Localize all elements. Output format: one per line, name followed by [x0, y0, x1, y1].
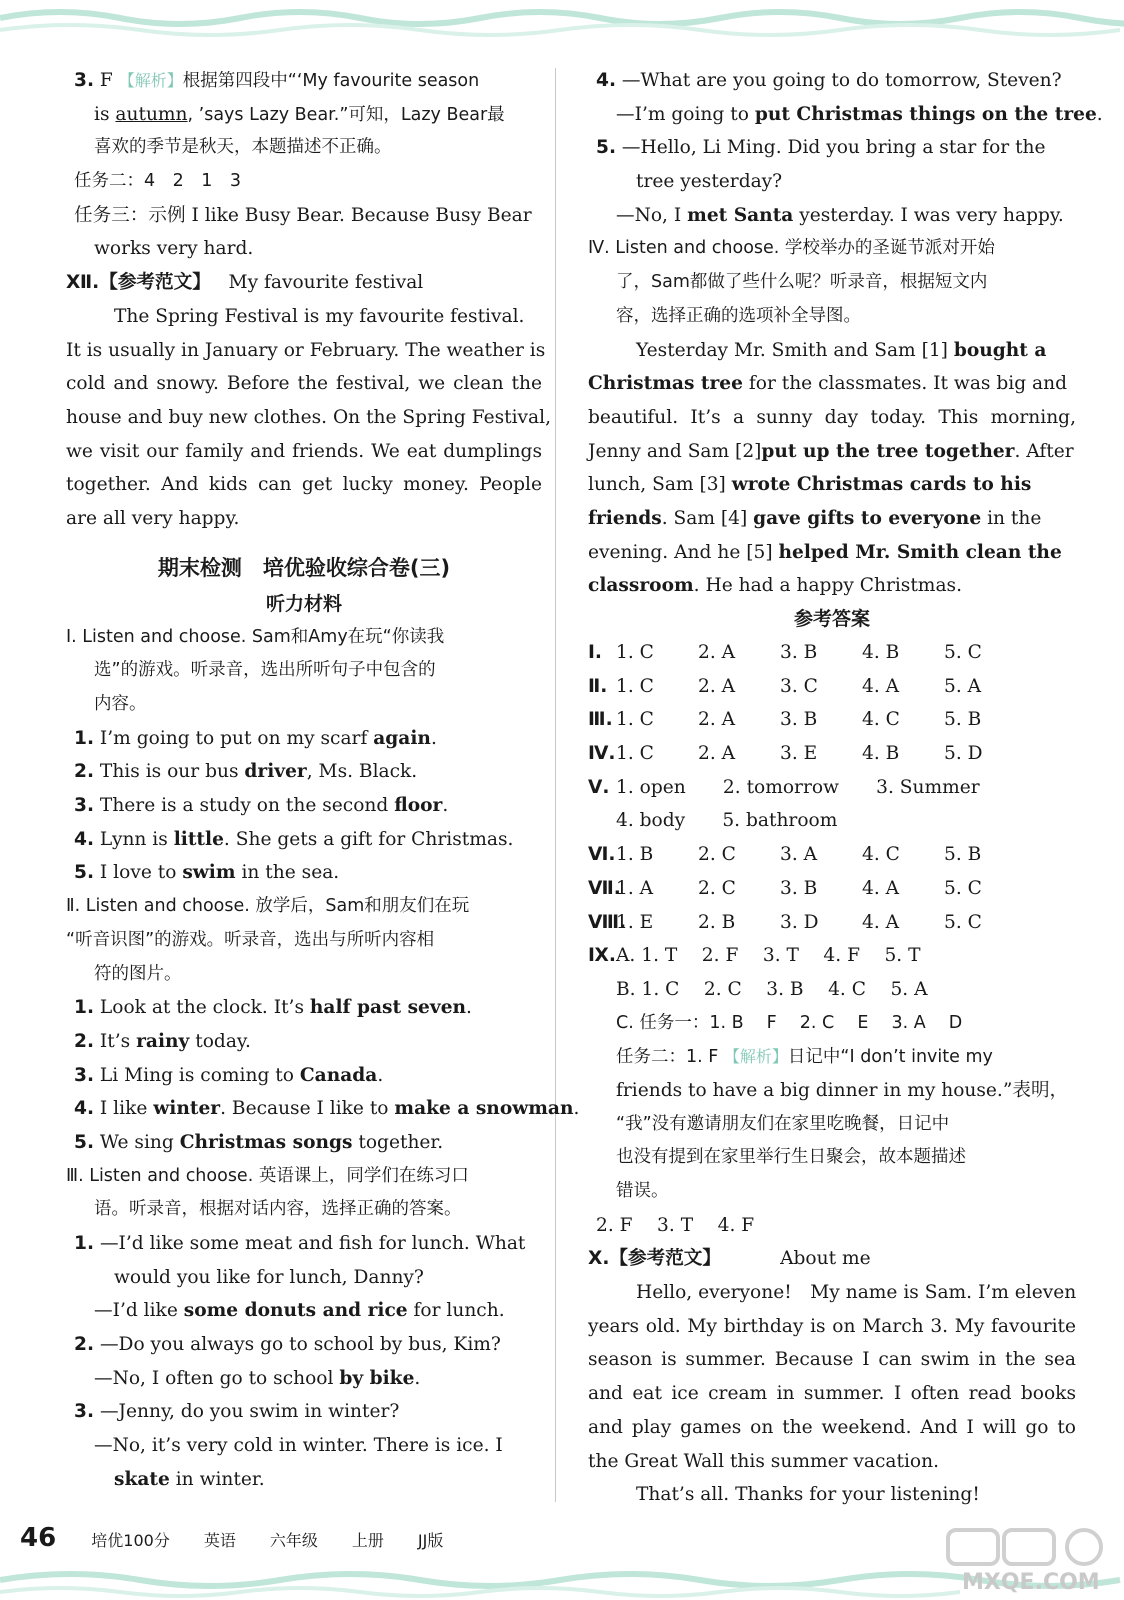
story-line: lunch, Sam [3] wrote Christmas cards to his [588, 474, 1032, 496]
answer-line: works very hard. [94, 238, 254, 260]
question-heading: Ⅰ. Listen and choose. Sam和Amy在玩“你读我 [66, 626, 445, 647]
answer-row: Ⅲ. 1. C 2. A 3. B 4. C 5. B [588, 709, 982, 731]
dialogue-line: —No, I often go to school by bike. [94, 1367, 421, 1389]
story-line: evening. And he [5] helped Mr. Smith clean the [588, 541, 1062, 563]
analysis-tag: 【解析】 [118, 71, 183, 90]
answer-line: is autumn, ’says Lazy Bear.”可知，Lazy Bear最 [94, 103, 505, 125]
analysis-tag: 【解析】 [723, 1047, 788, 1067]
list-item: 4. I like winter. Because I like to make a snowman. [74, 1098, 580, 1120]
story-line: classroom. He had a happy Christmas. [588, 575, 962, 597]
answer-line: 任务二：4 2 1 3 [74, 171, 242, 192]
question-heading: 内容。 [94, 694, 147, 714]
dialogue-line: would you like for lunch, Danny? [114, 1266, 424, 1288]
answer-row: 任务二：1. F 【解析】日记中“I don’t invite my [616, 1047, 993, 1068]
answer-line: 喜欢的季节是秋天，本题描述不正确。 [94, 137, 392, 158]
list-item: 2. It’s rainy today. [74, 1030, 251, 1052]
top-decoration [0, 0, 1124, 40]
answer-row: “我”没有邀请朋友们在家里吃晚餐，日记中 [616, 1113, 950, 1134]
answer-row: Ⅵ.1. B 2. C 3. A 4. C 5. B [588, 844, 982, 866]
answer-row: Ⅱ. 1. C 2. A 3. C 4. A 5. A [588, 675, 982, 697]
question-heading: “听音识图”的游戏。听录音，选出与所听内容相 [66, 929, 435, 950]
answer-row: friends to have a big dinner in my house.”表明， [616, 1079, 1069, 1101]
list-item: 5. We sing Christmas songs together. [74, 1131, 444, 1153]
answer-row: Ⅶ.1. A 2. C 3. B 4. A 5. C [588, 877, 982, 899]
dialogue-line: 5. —Hello, Li Ming. Did you bring a star for the [596, 137, 1046, 159]
dialogue-line: —I’d like some donuts and rice for lunch. [94, 1300, 505, 1322]
answers-title: 参考答案 [793, 608, 870, 630]
dialogue-line: tree yesterday? [636, 171, 783, 193]
essay-line: years old. My birthday is on March 3. My favourite [588, 1315, 1076, 1337]
question-heading: 了，Sam都做了些什么呢？听录音，根据短文内 [616, 272, 988, 293]
question-heading: 语。听录音，根据对话内容，选择正确的答案。 [94, 1199, 462, 1220]
answer-row: 2. F 3. T 4. F [596, 1214, 755, 1236]
question-heading: 符的图片。 [94, 963, 182, 984]
answer-row: Ⅴ. 1. open 2. tomorrow 3. Summer [588, 776, 980, 798]
list-item: 1. Look at the clock. It’s half past seven. [74, 997, 472, 1019]
dialogue-line: 1. —I’d like some meat and fish for lunch. What [74, 1233, 526, 1254]
story-line: beautiful. It’s a sunny day today. This morning, [588, 406, 1076, 428]
dialogue-line: 3. —Jenny, do you swim in winter? [74, 1401, 400, 1423]
section-title: 期末检测 培优验收综合卷(三) [157, 555, 451, 580]
story-line: friends. Sam [4] gave gifts to everyone in the [588, 507, 1042, 529]
answer-row: 4. body 5. bathroom [616, 810, 838, 832]
essay-line: together. And kids can get lucky money. People [66, 474, 542, 496]
list-item: 4. Lynn is little. She gets a gift for Christmas. [74, 828, 514, 850]
story-line: Jenny and Sam [2]put up the tree together. After [588, 440, 1074, 462]
essay-line: house and buy new clothes. On the Spring Festival, [66, 406, 551, 428]
essay-line: and play games on the weekend. And I will go to [588, 1416, 1076, 1438]
page-number: 46 [20, 1523, 57, 1553]
story-line: Christmas tree for the classmates. It was big and [588, 373, 1067, 395]
right-column [588, 64, 1103, 1512]
essay-line: It is usually in January or February. The weather is [66, 339, 546, 361]
left-column [66, 64, 580, 1497]
dialogue-line: 4. —What are you going to do tomorrow, Steven? [596, 70, 1062, 91]
watermark-text: MXQE.COM [962, 1570, 1100, 1595]
section-subtitle: 听力材料 [265, 592, 342, 615]
essay-line: season is summer. Because I can swim in the sea [588, 1349, 1076, 1371]
answer-row: C. 任务一：1. B F 2. C E 3. A D [616, 1012, 963, 1033]
model-essay-heading: Ⅻ.【参考范文】 My favourite festival [66, 272, 424, 294]
list-item: 2. This is our bus driver, Ms. Black. [74, 761, 418, 783]
model-essay-heading: Ⅹ.【参考范文】 About me [588, 1248, 871, 1270]
essay-line: cold and snowy. Before the festival, we clean the [66, 373, 542, 395]
list-item: 3. Li Ming is coming to Canada. [74, 1064, 384, 1086]
question-heading: Ⅲ. Listen and choose. 英语课上，同学们在练习口 [66, 1165, 469, 1186]
dialogue-line: —No, I met Santa yesterday. I was very happy. [616, 204, 1064, 226]
question-heading: 选”的游戏。听录音，选出所听句子中包含的 [94, 660, 436, 681]
answer-line: 任务三：示例 I like Busy Bear. Because Busy Bear [74, 204, 532, 226]
book-info: 培优100分 英语 六年级 上册 JJ版 [91, 1531, 444, 1550]
answer-row: 错误。 [616, 1181, 669, 1201]
column-divider [555, 68, 556, 1502]
essay-line: and eat ice cream in summer. I often read books [588, 1383, 1076, 1405]
essay-line: That’s all. Thanks for your listening! [636, 1484, 980, 1506]
answer-row: Ⅷ.1. E 2. B 3. D 4. A 5. C [588, 911, 982, 933]
essay-line: the Great Wall this summer vacation. [588, 1450, 939, 1472]
question-heading: Ⅳ. Listen and choose. 学校举办的圣诞节派对开始 [588, 238, 995, 259]
dialogue-line: —No, it’s very cold in winter. There is ice. I [94, 1435, 503, 1457]
question-heading: Ⅱ. Listen and choose. 放学后，Sam和朋友们在玩 [66, 896, 470, 917]
answer-row: Ⅳ.1. C 2. A 3. E 4. B 5. D [588, 743, 983, 765]
answer-row: Ⅰ. 1. C 2. A 3. B 4. B 5. C [588, 642, 982, 663]
dialogue-line: 2. —Do you always go to school by bus, Kim? [74, 1334, 501, 1356]
story-line: Yesterday Mr. Smith and Sam [1] bought a [636, 339, 1047, 361]
essay-line: are all very happy. [66, 507, 240, 529]
answer-line: 3. F 【解析】根据第四段中“‘My favourite season [74, 70, 480, 91]
answer-row: Ⅸ.A. 1. T 2. F 3. T 4. F 5. T [588, 945, 921, 967]
list-item: 5. I love to swim in the sea. [74, 862, 340, 884]
answer-row: 也没有提到在家里举行生日聚会，故本题描述 [616, 1147, 966, 1168]
essay-line: we visit our family and friends. We eat dumplings [66, 440, 542, 462]
list-item: 1. I’m going to put on my scarf again. [74, 727, 437, 749]
dialogue-line: skate in winter. [114, 1468, 265, 1490]
question-heading: 容，选择正确的选项补全导图。 [616, 305, 861, 326]
essay-line: The Spring Festival is my favourite festival. [114, 305, 525, 327]
dialogue-line: —I’m going to put Christmas things on the tree. [616, 103, 1103, 125]
answer-row: B. 1. C 2. C 3. B 4. C 5. A [616, 978, 928, 1000]
list-item: 3. There is a study on the second floor. [74, 795, 449, 817]
essay-line: Hello, everyone! My name is Sam. I’m eleven [636, 1282, 1077, 1304]
